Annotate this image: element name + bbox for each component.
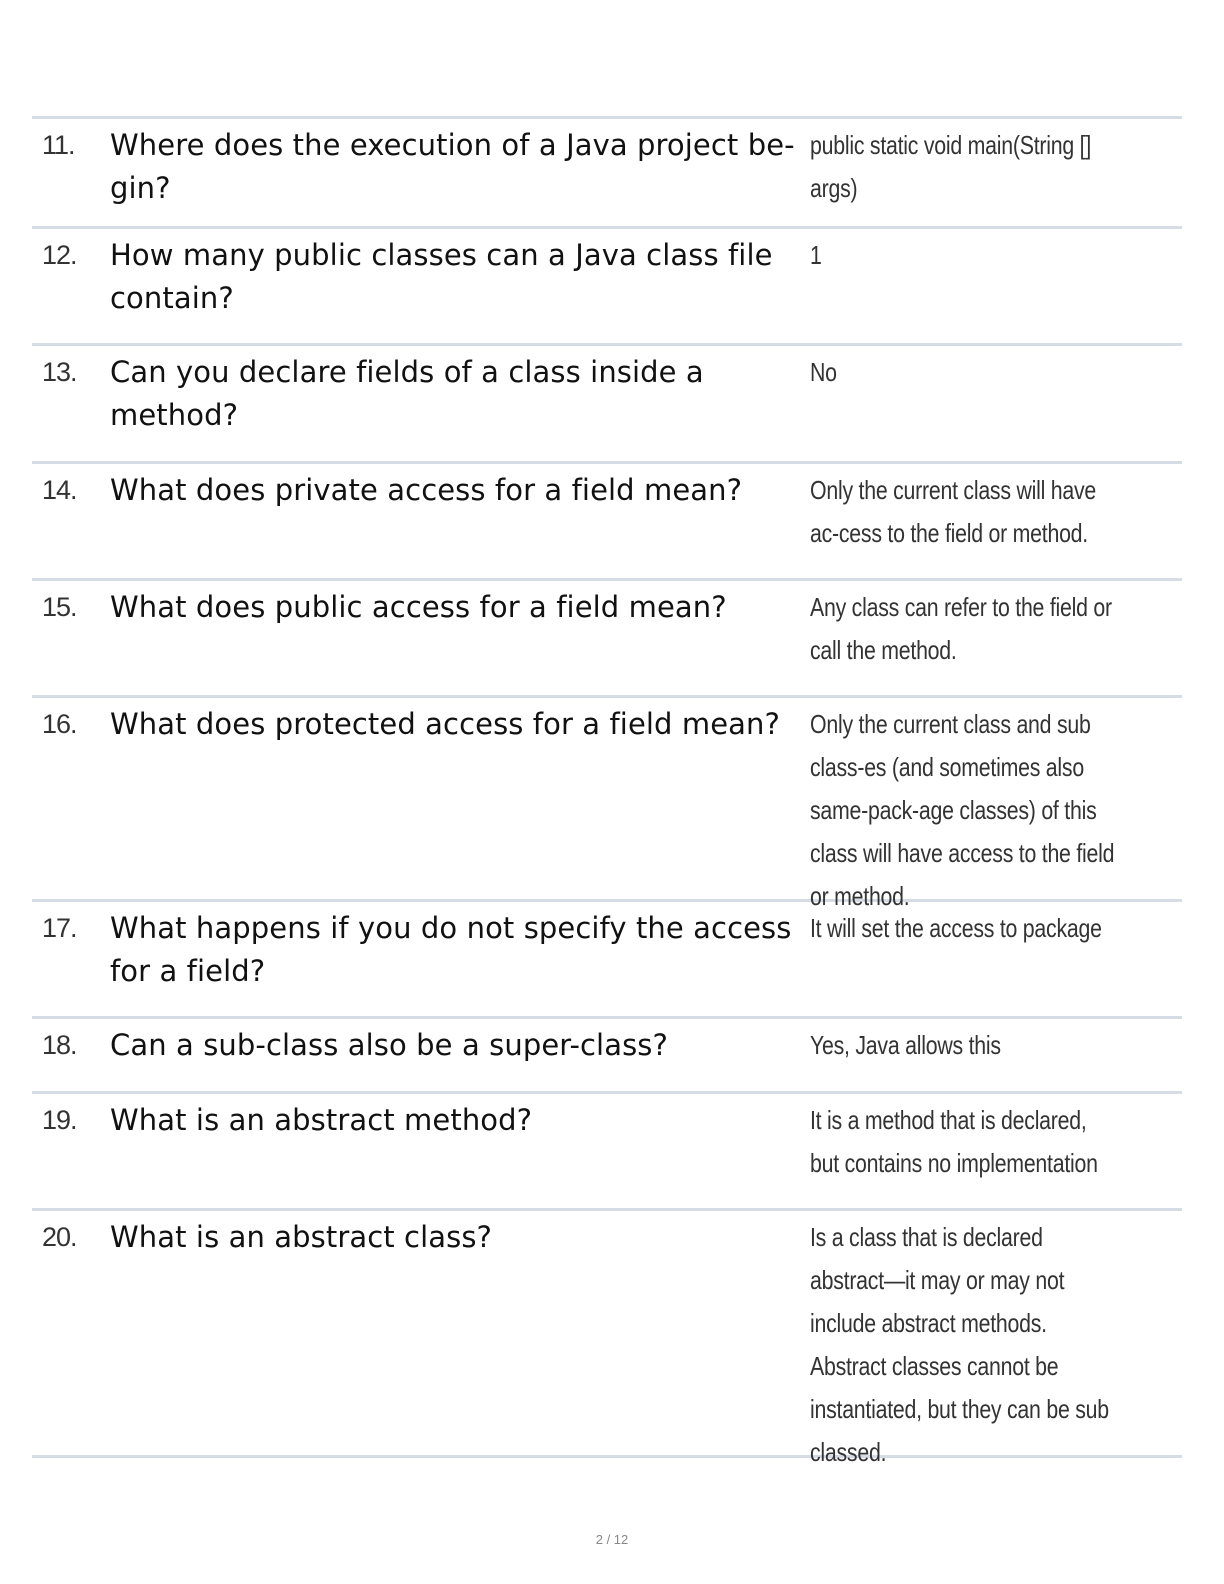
question-text: What is an abstract class? (110, 1220, 493, 1254)
qa-table (32, 116, 1182, 1467)
table-row (32, 346, 1182, 464)
row-number: 19. (42, 1105, 77, 1135)
question-text: What happens if you do not specify the access for a field? (110, 911, 792, 988)
table-row (32, 698, 1182, 911)
answer-text: No (810, 357, 837, 387)
answer-text: Only the current class will have ac-cess to the field or method. (810, 475, 1096, 548)
question-text: How many public classes can a Java class file contain? (110, 238, 773, 315)
row-number: 20. (42, 1222, 77, 1252)
question-text: What is an abstract method? (110, 1103, 533, 1137)
table-row (32, 581, 1182, 698)
row-number: 14. (42, 475, 77, 505)
question-text: What does public access for a field mean? (110, 590, 727, 624)
answer-text: Yes, Java allows this (810, 1030, 1001, 1060)
row-number: 16. (42, 709, 77, 739)
answer-text: public static void main(String [] args) (810, 130, 1092, 203)
table-row (32, 902, 1182, 1019)
question-text: What does private access for a field mean? (110, 473, 743, 507)
table-row (32, 1019, 1182, 1094)
table-row (32, 119, 1182, 229)
answer-text: Any class can refer to the field or call the method. (810, 592, 1112, 665)
question-text: Where does the execution of a Java project be-gin? (110, 128, 795, 205)
question-text: Can you declare fields of a class inside a method? (110, 355, 704, 432)
answer-text: Only the current class and sub class-es (and sometimes also same-pack-age classes) of this class will have access to the field or method. (810, 709, 1115, 911)
page-number: 2 / 12 (595, 1532, 629, 1547)
row-number: 12. (42, 240, 77, 270)
row-number: 17. (42, 913, 77, 943)
table-row (32, 229, 1182, 346)
row-number: 11. (42, 130, 75, 160)
row-number: 13. (42, 357, 77, 387)
answer-text: It will set the access to package (810, 913, 1102, 943)
answer-text: Is a class that is declared abstract—it may or may not include abstract methods. Abstract classes cannot be instantiated, but they can be sub classed. (810, 1222, 1109, 1467)
row-number: 18. (42, 1030, 77, 1060)
answer-text: It is a method that is declared, but contains no implementation (810, 1105, 1098, 1178)
table-row (32, 464, 1182, 581)
table-row (32, 1094, 1182, 1211)
table-row (32, 1211, 1182, 1467)
question-text: What does protected access for a field mean? (110, 707, 781, 741)
question-text: Can a sub-class also be a super-class? (110, 1028, 668, 1062)
answer-text: 1 (810, 240, 822, 270)
row-number: 15. (42, 592, 77, 622)
